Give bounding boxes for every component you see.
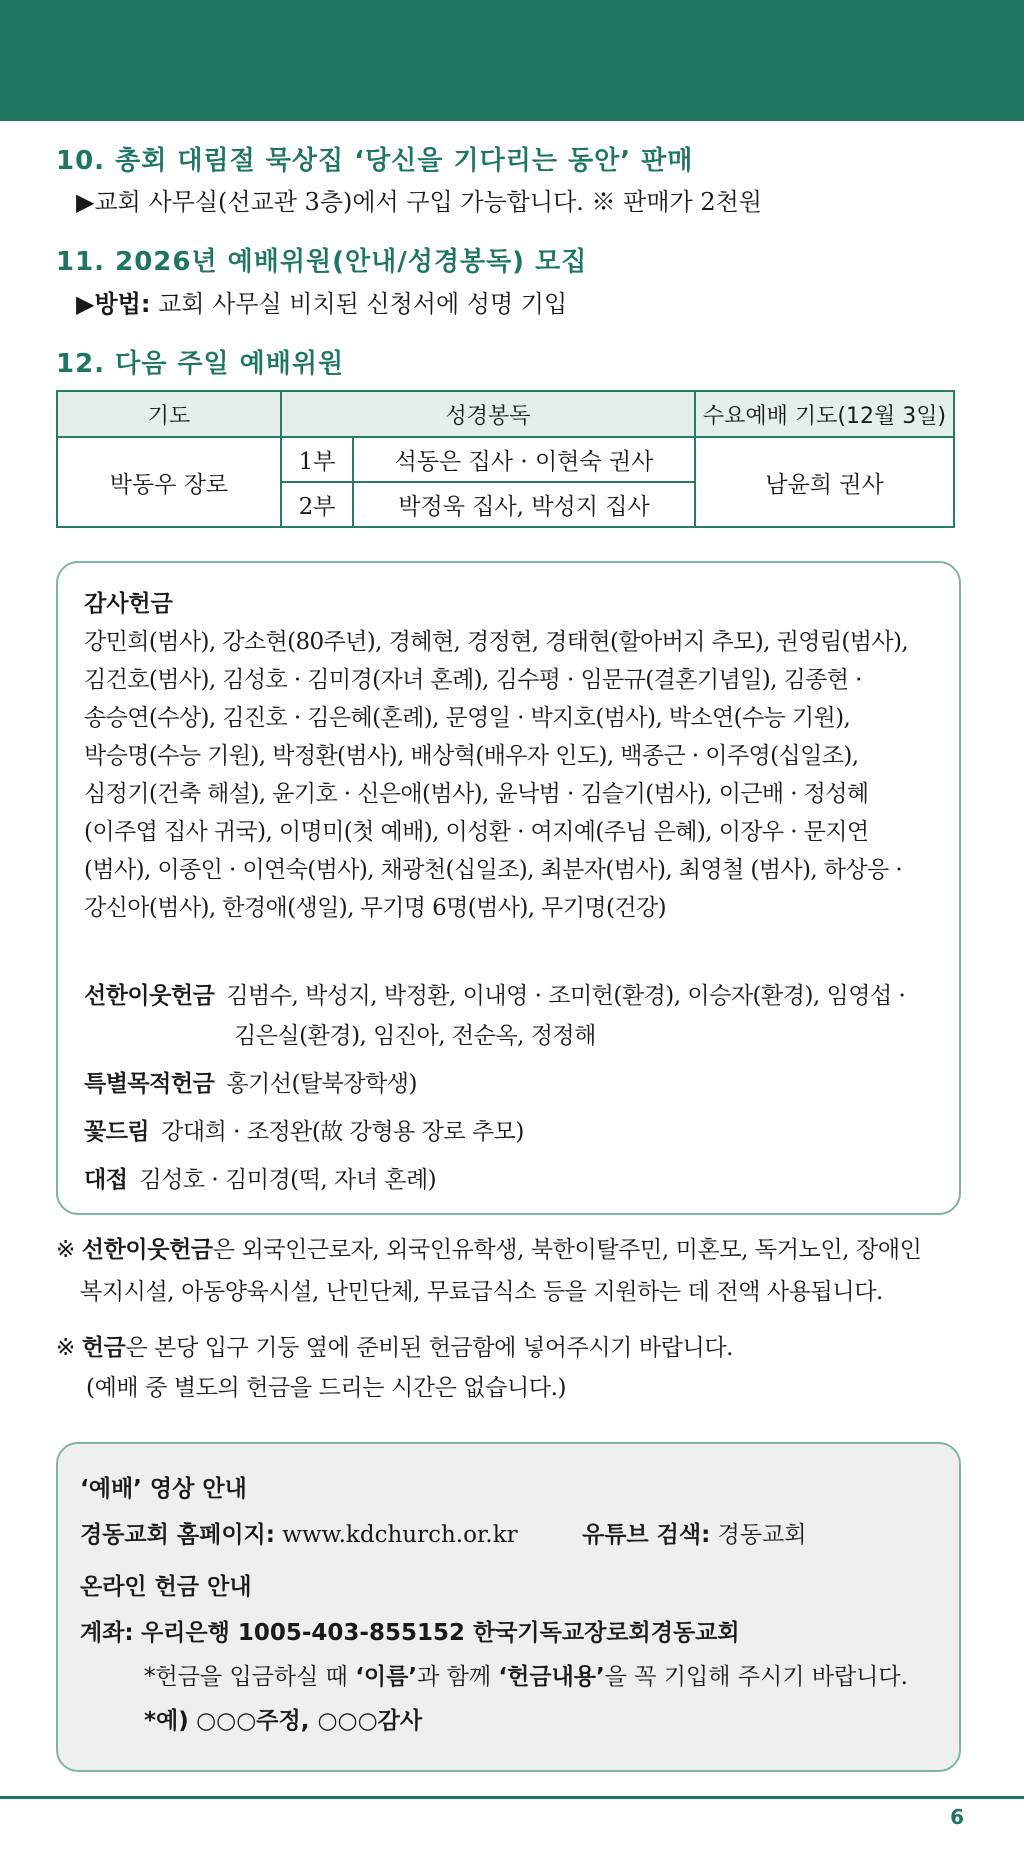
example-label: *예) bbox=[144, 1708, 189, 1734]
method-label: ▶방법: bbox=[76, 290, 151, 318]
page-number: 6 bbox=[950, 1805, 964, 1829]
header-band bbox=[0, 0, 1024, 121]
section-11-text bbox=[76, 284, 567, 319]
reading-2-cell: 박정욱 집사, 박성지 집사 bbox=[353, 482, 695, 527]
example-value: ○○○주정, ○○○감사 bbox=[196, 1708, 423, 1734]
section-11-title: 11. 2026년 예배위원(안내/성경봉독) 모집 bbox=[56, 247, 588, 277]
method-value: 교회 사무실 비치된 신청서에 성명 기입 bbox=[158, 290, 568, 318]
flower-label: 꽃드림 bbox=[84, 1119, 150, 1145]
note-offering-bold: 헌금 bbox=[81, 1335, 126, 1361]
section-10-text: ▶교회 사무실(선교관 3층)에서 구입 가능합니다. ※ 판매가 2천원 bbox=[76, 188, 762, 216]
special-offering-row bbox=[84, 1065, 417, 1098]
thanks-line: 김건호(범사), 김성호 · 김미경(자녀 혼례), 김수평 · 임문규(결혼기념일), 김종현 · bbox=[84, 667, 862, 693]
example-row bbox=[144, 1702, 422, 1735]
thanks-line: 박승명(수능 기원), 박정환(범사), 배상혁(배우자 인도), 백종근 · 이주영(십일조), bbox=[84, 743, 859, 769]
meal-label: 대접 bbox=[84, 1167, 128, 1193]
thanks-line: 송승연(수상), 김진호 · 김은혜(혼례), 문영일 · 박지호(범사), 박소연(수능 기원), bbox=[84, 705, 851, 731]
note-offering-text: 은 본당 입구 기둥 옆에 준비된 헌금함에 넣어주시기 바랍니다. bbox=[125, 1335, 734, 1361]
note-mark: ※ bbox=[56, 1335, 75, 1361]
note-neighbor-bold: 선한이웃헌금 bbox=[81, 1237, 213, 1263]
note-offering bbox=[56, 1328, 733, 1368]
note-neighbor-line2: 복지시설, 아동양육시설, 난민단체, 무료급식소 등을 지원하는 데 전액 사용됩니다. bbox=[80, 1279, 883, 1305]
online-giving-title: 온라인 헌금 안내 bbox=[80, 1574, 252, 1600]
thanks-line: 강신아(범사), 한경애(생일), 무기명 6명(범사), 무기명(건강) bbox=[84, 895, 666, 921]
hint-name: ‘이름’ bbox=[355, 1664, 418, 1690]
deposit-hint bbox=[144, 1658, 908, 1691]
hint-content: ‘헌금내용’ bbox=[498, 1664, 605, 1690]
roster-header-row bbox=[57, 391, 954, 437]
thanks-offering-list bbox=[84, 623, 944, 927]
neighbor-offering-label: 선한이웃헌금 bbox=[84, 983, 215, 1009]
neighbor-line: 김은실(환경), 임진아, 전순옥, 정정해 bbox=[234, 1023, 596, 1049]
meal-value: 김성호 · 김미경(떡, 자녀 혼례) bbox=[139, 1167, 437, 1193]
part-2-cell: 2부 bbox=[281, 482, 353, 527]
homepage-label: 경동교회 홈페이지: bbox=[80, 1522, 275, 1548]
hint-text: 과 함께 bbox=[417, 1664, 499, 1690]
flower-value: 강대희 · 조정완(故 강형용 장로 추모) bbox=[161, 1119, 524, 1145]
special-offering-label: 특별목적헌금 bbox=[84, 1071, 215, 1097]
note-offering-line2: (예배 중 별도의 헌금을 드리는 시간은 없습니다.) bbox=[86, 1375, 567, 1401]
thanks-line: (범사), 이종인 · 이연숙(범사), 채광천(십일조), 최분자(범사), 최영철 (범사), 하상응 · bbox=[84, 857, 903, 883]
section-12-title: 12. 다음 주일 예배위원 bbox=[56, 349, 345, 379]
video-guide-title: ‘예배’ 영상 안내 bbox=[80, 1476, 247, 1502]
part-1-cell: 1부 bbox=[281, 437, 353, 482]
note-neighbor-text: 은 외국인근로자, 외국인유학생, 북한이탈주민, 미혼모, 독거노인, 장애인 bbox=[212, 1237, 922, 1263]
hint-text: *헌금을 입금하실 때 bbox=[144, 1664, 356, 1690]
thanks-line: 강민희(범사), 강소현(80주년), 경혜현, 경정현, 경태현(할아버지 추모), 권영림(범사), bbox=[84, 629, 909, 655]
online-info-box bbox=[56, 1442, 961, 1772]
header-wednesday: 수요예배 기도(12월 3일) bbox=[695, 391, 954, 437]
youtube-value: 경동교회 bbox=[717, 1522, 807, 1548]
neighbor-offering-row bbox=[84, 977, 905, 1010]
account-label: 계좌: bbox=[80, 1620, 134, 1646]
neighbor-line: 김범수, 박성지, 박정환, 이내영 · 조미헌(환경), 이승자(환경), 임영섭 · bbox=[226, 983, 906, 1009]
note-neighbor bbox=[56, 1230, 921, 1270]
roster-row bbox=[57, 437, 954, 482]
reading-1-cell: 석동은 집사 · 이현숙 권사 bbox=[353, 437, 695, 482]
meal-row bbox=[84, 1161, 436, 1194]
footer-line bbox=[0, 1796, 1024, 1799]
account-value: 우리은행 1005-403-855152 한국기독교장로회경동교회 bbox=[140, 1620, 740, 1646]
thanks-line: 심정기(건축 해설), 윤기호 · 신은애(범사), 윤낙범 · 김슬기(범사), 이근배 · 정성혜 bbox=[84, 781, 869, 807]
offerings-box bbox=[56, 561, 961, 1215]
homepage-row bbox=[80, 1516, 518, 1549]
thanks-line: (이주엽 집사 귀국), 이명미(첫 예배), 이성환 · 여지예(주님 은혜), 이장우 · 문지연 bbox=[84, 819, 869, 845]
flower-row bbox=[84, 1113, 524, 1146]
youtube-label: 유튜브 검색: bbox=[582, 1522, 711, 1548]
homepage-link[interactable]: www.kdchurch.or.kr bbox=[282, 1522, 518, 1548]
note-mark: ※ bbox=[56, 1237, 75, 1263]
worship-roster-table bbox=[56, 390, 955, 528]
header-reading: 성경봉독 bbox=[281, 391, 695, 437]
hint-text: 을 꼭 기입해 주시기 바랍니다. bbox=[604, 1664, 908, 1690]
special-offering-value: 홍기선(탈북장학생) bbox=[226, 1071, 418, 1097]
header-prayer: 기도 bbox=[57, 391, 281, 437]
prayer-cell: 박동우 장로 bbox=[57, 437, 281, 527]
wednesday-cell: 남윤희 권사 bbox=[695, 437, 954, 527]
youtube-row bbox=[582, 1516, 806, 1549]
account-row bbox=[80, 1614, 740, 1647]
thanks-offering-title: 감사헌금 bbox=[84, 591, 173, 617]
section-10-title: 10. 총회 대림절 묵상집 ‘당신을 기다리는 동안’ 판매 bbox=[56, 146, 694, 176]
